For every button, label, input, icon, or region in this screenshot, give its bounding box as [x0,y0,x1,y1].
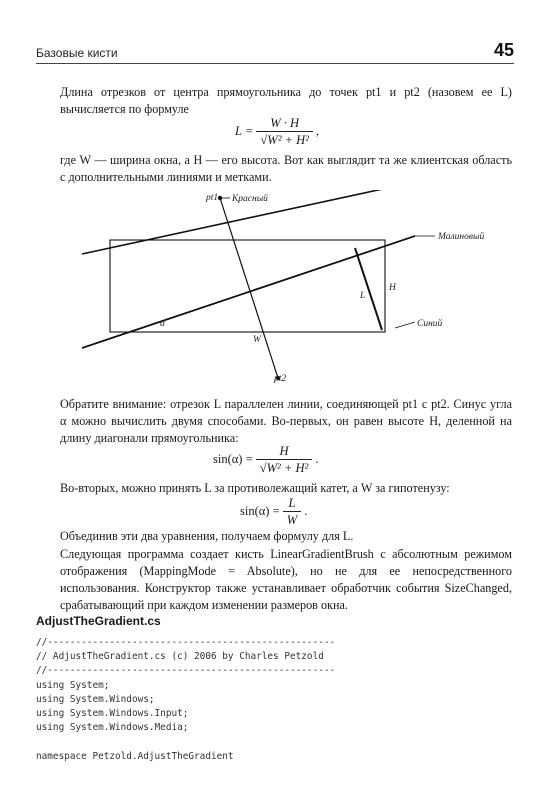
label-red: Красный [232,194,268,204]
page-number: 45 [493,40,514,60]
formula-length-numerator: W · H [256,116,312,132]
label-H: H [389,283,396,293]
perpendicular-pt1-pt2 [220,198,278,378]
code-line: //--------------------------------------------------- [36,665,336,677]
formula-sine-1-denominator: √W² + H² [259,461,309,475]
formula-sine-2-lhs: sin(α) = [240,503,280,518]
formula-length-lhs: L = [235,123,254,138]
formula-length-denominator: √W² + H² [260,133,309,147]
paragraph-length-definition: Длина отрезков от центра прямоугольника до точек pt1 и pt2 (назовем ее L) вычисляется по формуле [60,85,512,116]
formula-sine-1-fraction [256,444,312,476]
gradient-geometry-diagram [60,190,490,385]
label-alpha: α [160,319,165,329]
formula-sine-1 [213,444,319,476]
code-listing [36,636,335,764]
paragraph-program: Следующая программа создает кисть LinearGradientBrush с абсолютным режимом отображения (MappingMode = Absolute), но не для ее непосредственного использования. Конструктор также устанавливает обработчик события SizeChanged, срабатывающий при каждом изменении размеров окна. [60,547,512,612]
running-title: Базовые кисти [36,46,118,60]
formula-sine-2 [240,496,307,528]
code-filename: AdjustTheGradient.cs [36,614,161,628]
formula-sine-1-lhs: sin(α) = [213,451,253,466]
code-line: namespace Petzold.AdjustTheGradient [36,750,234,762]
segment-L [355,248,382,330]
formula-length-fraction [256,116,312,148]
formula-sine-1-tail: . [315,451,319,466]
formula-length-tail: , [316,123,320,138]
formula-sine-2-tail: . [304,503,308,518]
paragraph-sine: Обратите внимание: отрезок L параллелен линии, соединяющей pt1 с pt2. Синус угла α можно вычислить двумя способами. Во-первых, он равен высоте H, деленной на длину диагонали прямоугольника: [60,397,512,445]
client-area-rectangle [110,240,385,332]
code-line: using System.Windows.Media; [36,722,189,734]
code-line: //--------------------------------------------------- [36,637,336,648]
label-pt1: pt1 [206,193,219,203]
paragraph-combine: Объединив эти два уравнения, получаем формулу для L. [60,529,354,543]
code-line [36,735,335,749]
code-line: using System.Windows.Input; [36,707,189,719]
formula-length [235,116,319,148]
paragraph-variables: где W — ширина окна, а H — его высота. Вот как выглядит та же клиентская область с дополнительными линиями и метками. [60,153,512,184]
code-line: // AdjustTheGradient.cs (c) 2006 by Charles Petzold [36,651,324,663]
header-rule [36,63,514,64]
page-header [36,40,514,62]
paragraph-second-way: Во-вторых, можно принять L за противолежащий катет, а W за гипотенузу: [60,481,450,495]
label-blue: Синий [417,319,443,329]
pt1-point [218,196,222,200]
code-line: using System; [36,679,110,691]
formula-sine-1-numerator: H [256,444,312,460]
label-W: W [253,335,261,345]
formula-sine-2-fraction [283,496,301,528]
label-pt2: pt2 [274,374,287,384]
formula-sine-2-numerator: L [283,496,301,512]
label-magenta: Малиновый [438,232,485,242]
label-L: L [360,291,366,301]
formula-sine-2-denominator: W [286,513,298,527]
code-line: using System.Windows; [36,693,155,705]
